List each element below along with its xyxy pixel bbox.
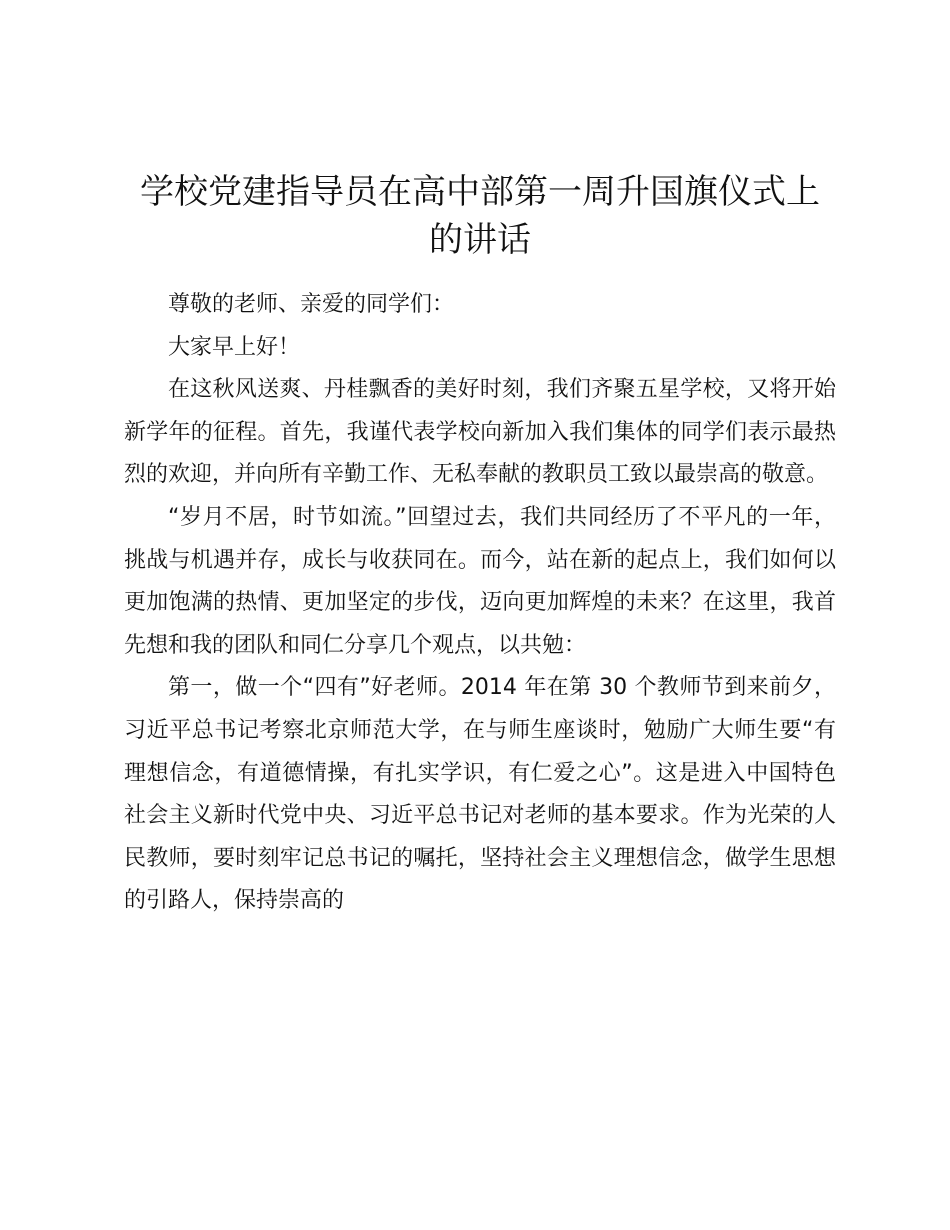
paragraph: 在这秋风送爽、丹桂飘香的美好时刻，我们齐聚五星学校，又将开始新学年的征程。首先，我谨代表学校向新加入我们集体的同学们表示最热烈的欢迎，并向所有辛勤工作、无私奉献的教职员工致以最崇高的敬意。 [124, 377, 836, 488]
paragraph: “岁月不居，时节如流。”回望过去，我们共同经历了不平凡的一年，挑战与机遇并存，成长与收获同在。而今，站在新的起点上，我们如何以更加饱满的热情、更加坚定的步伐，迈向更加辉煌的未来？在这里，我首先想和我的团队和同仁分享几个观点，以共勉： [124, 504, 836, 658]
document-body [124, 284, 836, 923]
document-title: 学校党建指导员在高中部第一周升国旗仪式上的讲话 [140, 172, 820, 260]
salutation: 尊敬的老师、亲爱的同学们： [168, 292, 455, 317]
greeting: 大家早上好！ [168, 334, 301, 360]
paragraph: 第一，做一个“四有”好老师。2014 年在第 30 个教师节到来前夕，习近平总书记考察北京师范大学，在与师生座谈时，勉励广大师生要“有理想信念，有道德情操，有扎实学识，有仁爱之心”。这是进入中国特色社会主义新时代党中央、习近平总书记对老师的基本要求。作为光荣的人民教师，要时刻牢记总书记的嘱托，坚持社会主义理想信念，做学生思想的引路人，保持崇高的 [124, 675, 836, 914]
